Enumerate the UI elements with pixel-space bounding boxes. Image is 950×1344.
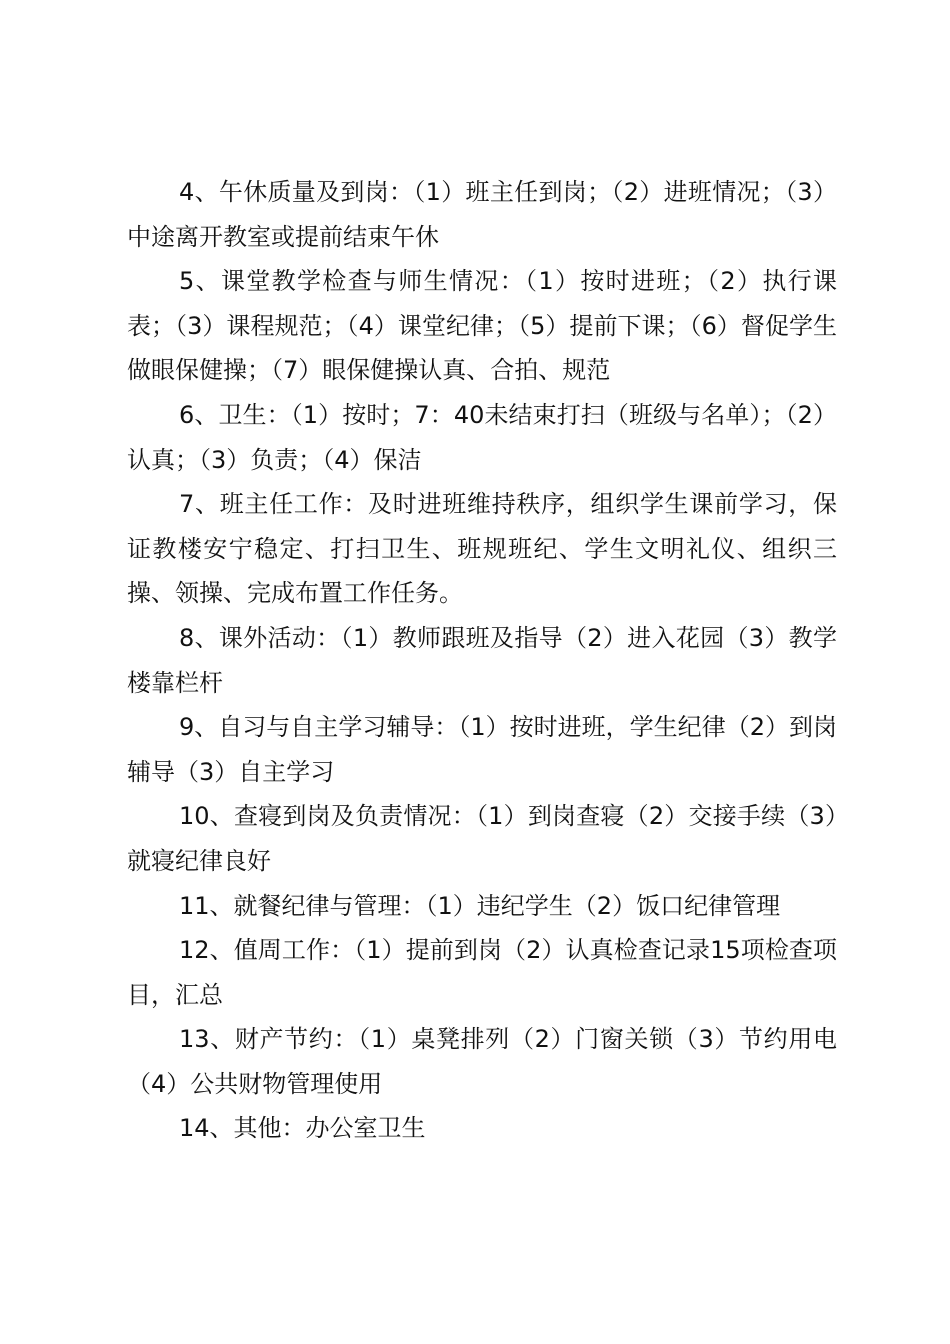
list-item: 12、值周工作：（1）提前到岗（2）认真检查记录15项检查项目，汇总 [127,936,837,1009]
list-item: 9、自习与自主学习辅导：（1）按时进班，学生纪律（2）到岗辅导（3）自主学习 [127,713,837,786]
list-item: 4、午休质量及到岗：（1）班主任到岗；（2）进班情况；（3）中途离开教室或提前结束午休 [127,178,837,251]
list-item: 10、查寝到岗及负责情况：（1）到岗查寝（2）交接手续（3）就寝纪律良好 [127,802,837,875]
list-item: 11、就餐纪律与管理：（1）违纪学生（2）饭口纪律管理 [179,891,781,920]
list-item: 14、其他：办公室卫生 [179,1114,426,1143]
document-body [127,170,837,1151]
list-item: 5、课堂教学检查与师生情况：（1）按时进班；（2）执行课表；（3）课程规范；（4）课堂纪律；（5）提前下课；（6）督促学生做眼保健操；（7）眼保健操认真、合拍、规范 [127,267,837,385]
list-item: 7、班主任工作：及时进班维持秩序，组织学生课前学习，保证教楼安宁稳定、打扫卫生、班规班纪、学生文明礼仪、组织三操、领操、完成布置工作任务。 [127,490,837,608]
list-item: 8、课外活动：（1）教师跟班及指导（2）进入花园（3）教学楼靠栏杆 [127,623,837,697]
list-item: 13、财产节约：（1）桌凳排列（2）门窗关锁（3）节约用电（4）公共财物管理使用 [127,1025,837,1098]
list-item: 6、卫生：（1）按时；7：40未结束打扫（班级与名单）；（2）认真；（3）负责；（4）保洁 [127,400,837,474]
